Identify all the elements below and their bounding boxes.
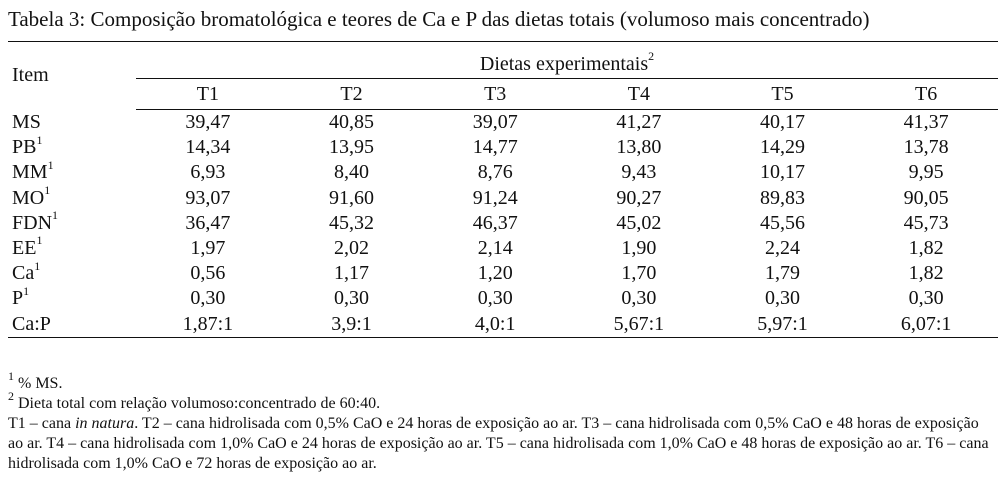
column-header-t6: T6: [854, 79, 998, 110]
row-label: $EE^1$: [12, 233, 43, 260]
table-row: [8, 211, 998, 236]
table-row: [8, 160, 998, 185]
table-cell: 8,40: [334, 161, 370, 184]
table-row: [8, 135, 998, 160]
diets-group-label: Dietas experimentais: [479, 53, 649, 75]
table-cell: 14,34: [185, 136, 231, 159]
table-cell: 0,30: [621, 287, 657, 310]
table-cell: 6,07:1: [854, 312, 998, 338]
row-label: Ca:P: [8, 312, 136, 338]
table-cell: 14,77: [472, 136, 518, 159]
composition-table: [8, 41, 998, 338]
table-cell: 45,73: [903, 211, 949, 234]
row-label: $MM^1$: [12, 157, 54, 184]
table-cell: 8,76: [477, 161, 513, 184]
table-cell: 1,17: [334, 262, 370, 285]
table-cell: 0,30: [190, 287, 226, 310]
table-cell: 1,79: [765, 262, 800, 285]
table-cell: 10,17: [760, 161, 805, 184]
table-cell: 0,30: [908, 287, 944, 310]
table-cell: 2,24: [765, 237, 800, 260]
table-row: [8, 261, 998, 286]
table-cell: 0,30: [334, 287, 370, 310]
row-label: $MO^1$: [12, 183, 51, 209]
treatment-legend: T1 – cana in natura. T2 – cana hidrolisada com 0,5% CaO e 24 horas de exposição ao ar. T3 – cana hidrolisada com 0,5% CaO e 48 horas de exposição ao ar. T4 – cana hidrolisada com 1,0% CaO e 24 horas de exposição ao ar. T5 – cana hidrolisada com 1,0% CaO e 48 horas de exposição ao ar. T6 – cana hidrolisada com 1,0% CaO e 72 horas de exposição ao ar.: [8, 415, 989, 472]
table-cell: 13,95: [329, 136, 375, 159]
table-caption: Tabela 3: Composição bromatológica e teores de Ca e P das dietas totais (volumoso mais concentrado): [8, 7, 870, 31]
row-label: FDN$^1$: [12, 208, 59, 234]
table-cell: 0,56: [190, 262, 226, 285]
table-cell: 13,78: [903, 136, 949, 159]
table-cell: 45,32: [329, 211, 375, 234]
column-header-t5: T5: [711, 79, 855, 110]
table-cell: 90,27: [616, 186, 662, 209]
table-cell: 91,60: [329, 186, 375, 209]
table-cell: 40,85: [329, 111, 375, 134]
table-row: [8, 236, 998, 261]
table-cell: 0,30: [765, 287, 800, 310]
row-label: $PB^1$: [12, 132, 43, 159]
table-cell: 9,95: [908, 161, 944, 184]
table-row: [8, 186, 998, 211]
table-row: [8, 110, 998, 136]
table-cell: 41,37: [903, 111, 949, 134]
table-cell: 89,83: [760, 186, 805, 209]
table-cell: 45,02: [616, 211, 662, 234]
table-cell: 39,47: [185, 111, 231, 134]
table-cell: 40,17: [760, 111, 805, 134]
footnote-1: $^1$ % MS.: [8, 368, 63, 392]
column-header-t2: T2: [280, 79, 424, 110]
table-cell: 1,20: [477, 262, 513, 285]
table-cell: 3,9:1: [280, 312, 424, 338]
table-cell: 4,0:1: [423, 312, 567, 338]
table-cell: 13,80: [616, 136, 662, 159]
table-cell: 91,24: [472, 186, 518, 209]
table-cell: 6,93: [190, 161, 226, 184]
table-cell: 1,87:1: [136, 312, 280, 338]
table-cell: 1,70: [621, 262, 657, 285]
row-label: Ca$^1$: [12, 258, 41, 285]
table-row: [8, 286, 998, 311]
row-label: MS: [12, 110, 41, 133]
table-cell: 39,07: [472, 111, 518, 134]
table-cell: 5,97:1: [711, 312, 855, 338]
table-cell: 93,07: [185, 186, 231, 209]
table-cell: 46,37: [472, 211, 518, 234]
table-cell: 2,02: [334, 237, 370, 260]
table-cell: 1,82: [908, 237, 944, 260]
column-header-t1: T1: [136, 79, 280, 110]
table-cell: 9,43: [621, 161, 657, 184]
table-cell: 0,30: [477, 287, 513, 310]
table-footnotes: [8, 368, 993, 474]
item-column-header: Item: [8, 42, 136, 110]
row-label: $P^1$: [12, 283, 30, 310]
column-header-t3: T3: [423, 79, 567, 110]
diets-group-header: [136, 42, 998, 79]
table-cell: 14,29: [760, 136, 805, 159]
table-cell: 41,27: [616, 111, 662, 134]
diets-group-sup: 2: [648, 49, 655, 64]
table-cell: 2,14: [477, 237, 513, 260]
table-cell: 1,97: [190, 237, 226, 260]
table-cell: 45,56: [760, 211, 805, 234]
column-header-t4: T4: [567, 79, 711, 110]
table-cell: 5,67:1: [567, 312, 711, 338]
table-cell: 1,90: [621, 237, 657, 260]
table-cell: 1,82: [908, 262, 944, 285]
table-cell: 36,47: [185, 211, 231, 234]
table-row: [8, 312, 998, 338]
table-cell: 90,05: [903, 186, 949, 209]
footnote-2: $^2$ Dieta total com relação volumoso:concentrado de 60:40.: [8, 388, 381, 412]
